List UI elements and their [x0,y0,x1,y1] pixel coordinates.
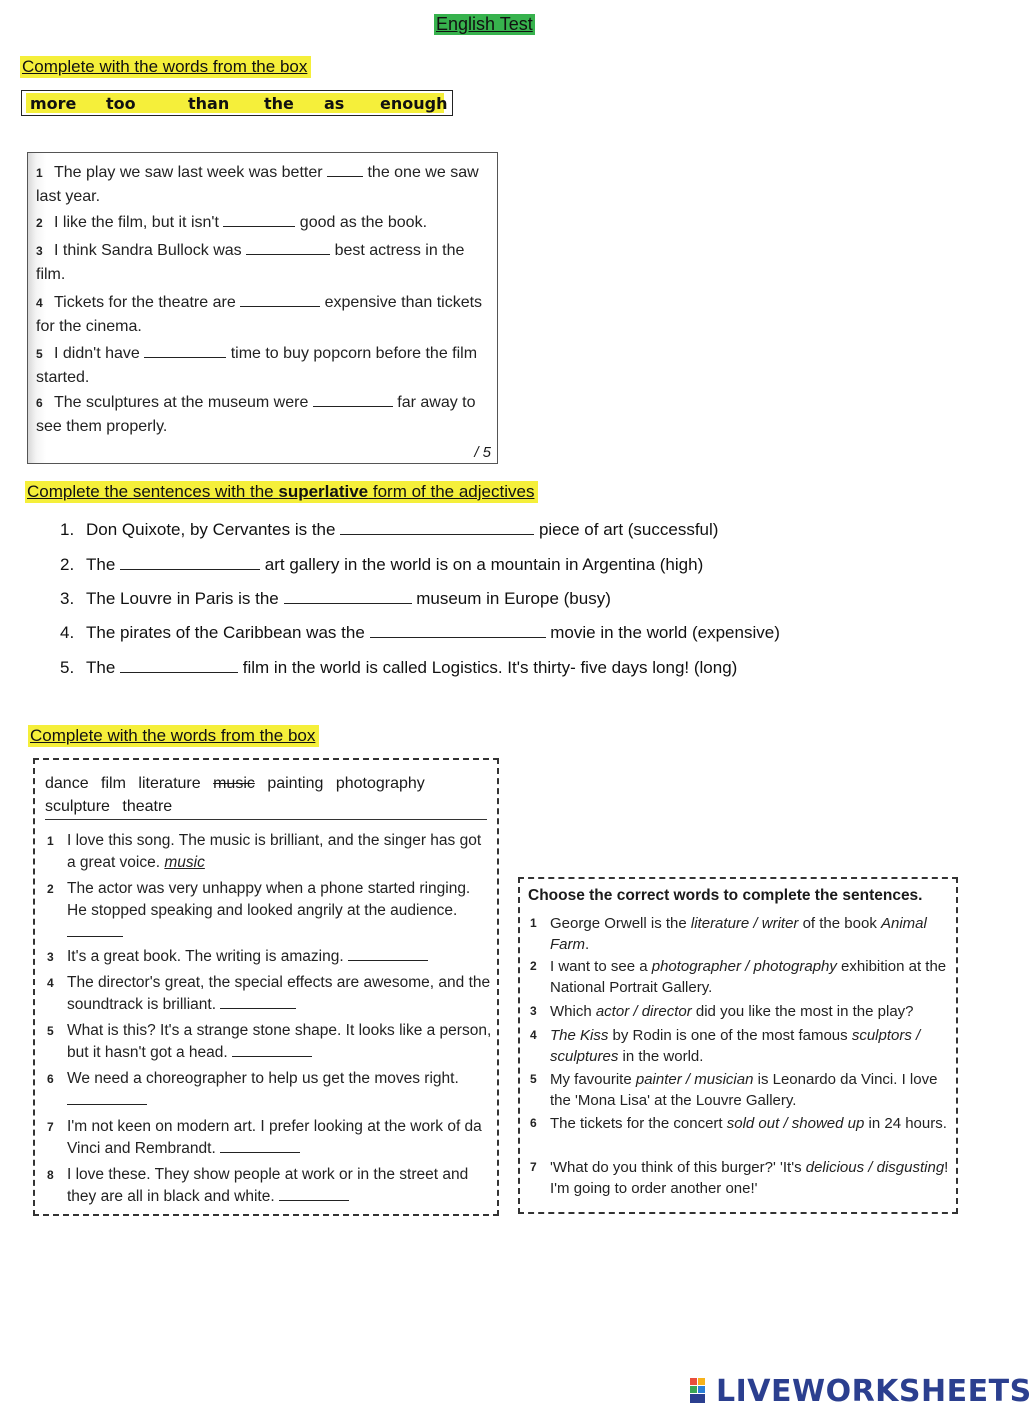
list-item: 3. The Louvre in Paris is the museum in Europe (busy) [60,589,611,608]
answer-blank[interactable] [144,343,226,358]
word-list: dance film literature music painting photography sculpture theatre [45,775,425,815]
list-item: 2. The art gallery in the world is on a mountain in Argentina (high) [60,555,704,574]
choice[interactable]: actor / director [595,1003,692,1020]
list-item: 5 My favourite painter / musician is Leonardo da Vinci. I love the 'Mona Lisa' at the Louvre Gallery. [530,1071,938,1109]
list-item: 4 The director's great, the special effects are awesome, and the soundtrack is brilliant. [47,974,491,1013]
answer-blank[interactable] [370,623,546,638]
list-item: 1 The play we saw last week was better the one we saw last year. [36,164,479,205]
liveworksheets-logo[interactable]: LIVEWORKSHEETS [716,1374,1032,1409]
list-item: 7 I'm not keen on modern art. I prefer looking at the work of da Vinci and Rembrandt. [47,1118,482,1157]
list-item: 2 I like the film, but it isn't good as the book. [36,214,428,231]
answer-blank[interactable] [120,658,238,673]
section2-heading: Complete the sentences with the superlative form of the adjectives [25,481,538,503]
choice[interactable]: sold out / showed up [726,1115,865,1132]
answer-blank[interactable] [327,162,363,177]
answer-blank[interactable] [348,946,428,961]
list-item: 8 I love these. They show people at work or in the street and they are all in black and white. [47,1166,469,1205]
answer-blank[interactable] [120,555,260,570]
list-item: 3 Which actor / director did you like the most in the play? [530,1003,914,1020]
answer-blank[interactable] [220,994,296,1009]
divider [45,819,487,820]
word-too: too [106,94,136,113]
answer-blank[interactable] [246,240,330,255]
exercise1-box [27,152,498,464]
answer-blank[interactable] [67,1090,147,1105]
answer-blank[interactable] [232,1042,312,1057]
answer-blank[interactable] [313,392,393,407]
word-box-1 [21,90,453,116]
word-the: the [264,94,294,113]
list-item: 7 'What do you think of this burger?' 'It's delicious / disgusting! I'm going to order another one!' [530,1159,949,1197]
list-item: 4 The Kiss by Rodin is one of the most famous sculptors / sculptures in the world. [530,1027,921,1065]
list-item: 1 I love this song. The music is brilliant, and the singer has got a great voice. music [47,832,482,871]
score-label: / 5 [474,444,491,461]
word-than: than [188,94,230,113]
list-item: 5 What is this? It's a strange stone shape. It looks like a person, but it hasn't got a head. [47,1022,492,1061]
list-item: 1 George Orwell is the literature / writer of the book Animal Farm. [530,915,927,953]
choice[interactable]: photographer / photography [651,958,837,975]
answer-blank[interactable] [279,1186,349,1201]
answer-blank[interactable] [340,520,534,535]
answer-blank[interactable] [223,212,295,227]
answer-blank[interactable] [284,589,412,604]
choice[interactable]: painter / musician [635,1071,754,1088]
answer-blank[interactable] [67,922,123,937]
list-item: 1. Don Quixote, by Cervantes is the piece of art (successful) [60,520,719,539]
exercise4-box [518,877,958,1214]
word-more: more [30,94,77,113]
page-title: English Test [436,14,533,34]
list-item: 3 I think Sandra Bullock was best actress in the film. [36,242,465,283]
list-item: 4 Tickets for the theatre are expensive than tickets for the cinema. [36,294,483,335]
word-enough: enough [380,94,448,113]
section4-heading: Choose the correct words to complete the sentences. [528,887,923,904]
list-item: 6 The tickets for the concert sold out / showed up in 24 hours. [530,1115,947,1132]
section3-heading: Complete with the words from the box [28,725,319,747]
example-answer: music [164,854,205,871]
answer-blank[interactable] [220,1138,300,1153]
list-item: 5 I didn't have time to buy popcorn before the film started. [36,345,478,386]
list-item: 4. The pirates of the Caribbean was the movie in the world (expensive) [60,623,780,642]
section1-heading: Complete with the words from the box [20,56,311,78]
list-item: 3 It's a great book. The writing is amazing. [47,946,493,968]
list-item: 6 We need a choreographer to help us get the moves right. [47,1068,493,1112]
list-item: 2 I want to see a photographer / photography exhibition at the National Portrait Gallery. [530,958,947,996]
answer-blank[interactable] [240,292,320,307]
list-item: 5. The film in the world is called Logistics. It's thirty- five days long! (long) [60,658,738,677]
word-as: as [324,94,345,113]
choice[interactable]: sculptors / sculptures [550,1027,921,1065]
list-item: 6 The sculptures at the museum were far away to see them properly. [36,394,476,435]
exercise3-box [33,758,499,1216]
list-item: 2 The actor was very unhappy when a phone started ringing. He stopped speaking and looked angrily at the audience. [47,878,493,944]
choice[interactable]: literature / writer [690,915,799,932]
choice[interactable]: delicious / disgusting [805,1159,945,1176]
